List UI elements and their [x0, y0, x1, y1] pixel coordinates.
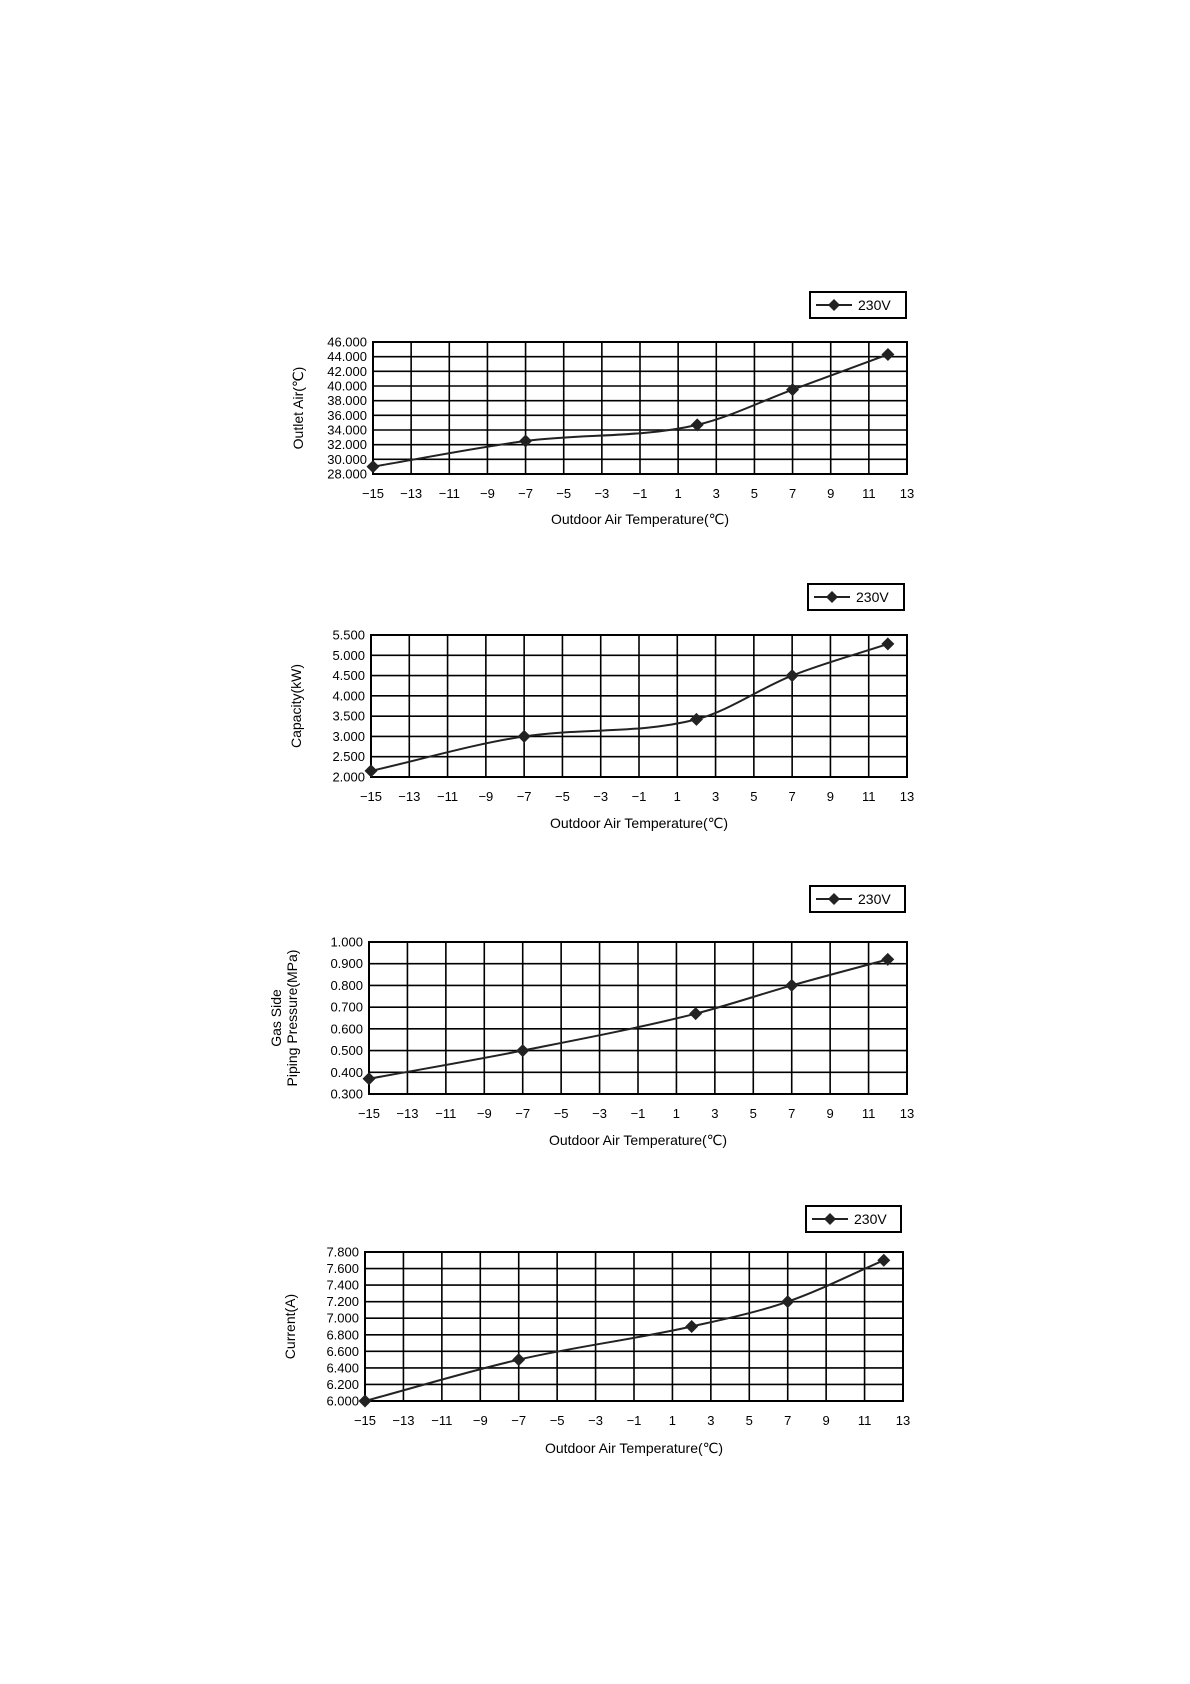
y-tick-label: 0.600	[330, 1021, 363, 1037]
series-line-230V	[365, 1260, 884, 1401]
x-tick-label: −7	[511, 1413, 527, 1428]
x-tick-label: 11	[861, 789, 876, 804]
x-tick-label: −11	[431, 1413, 453, 1428]
y-axis-title: Gas Side	[268, 989, 284, 1047]
outlet-air-chart	[0, 270, 1190, 540]
data-point-marker	[881, 348, 894, 361]
legend	[806, 1206, 901, 1232]
x-tick-label: 1	[672, 1106, 681, 1121]
x-tick-label: 7	[788, 789, 796, 804]
data-point-marker	[516, 1044, 529, 1057]
x-tick-label: −9	[480, 486, 495, 501]
y-tick-label: 6.400	[326, 1360, 359, 1376]
y-tick-label: 44.000	[327, 349, 367, 365]
y-tick-label: 0.700	[330, 999, 363, 1015]
x-tick-label: −5	[553, 1106, 569, 1121]
data-point-marker	[786, 669, 799, 682]
y-tick-label: 4.500	[332, 668, 365, 684]
data-point-marker	[367, 460, 380, 473]
x-tick-label: −3	[594, 486, 610, 501]
data-point-marker	[881, 637, 894, 650]
data-point-marker	[785, 979, 798, 992]
x-tick-label: 3	[711, 789, 720, 804]
y-tick-label: 3.000	[332, 728, 365, 744]
x-axis-title: Outdoor Air Temperature(℃)	[544, 1440, 724, 1456]
y-tick-label: 7.800	[326, 1244, 359, 1260]
x-tick-labels	[360, 789, 914, 804]
y-tick-label: 36.000	[327, 407, 367, 423]
x-tick-label: −9	[472, 1413, 488, 1428]
y-tick-label: 0.500	[330, 1043, 363, 1059]
data-point-marker	[512, 1353, 525, 1366]
x-tick-label: 11	[861, 1106, 876, 1121]
x-tick-label: −5	[556, 486, 572, 501]
x-axis-title: Outdoor Air Temperature(℃)	[550, 511, 730, 527]
x-tick-label: 5	[750, 789, 758, 804]
outlet-air-chart-svg	[0, 270, 1190, 540]
y-tick-label: 32.000	[327, 437, 367, 453]
y-tick-label: 2.500	[332, 749, 365, 765]
y-tick-labels	[326, 1245, 359, 1409]
data-point-marker	[685, 1320, 698, 1333]
x-tick-label: 9	[826, 789, 835, 804]
x-tick-label: 13	[899, 789, 915, 804]
y-tick-label: 7.400	[326, 1277, 359, 1293]
x-tick-label: −5	[549, 1413, 565, 1428]
x-tick-label: −7	[516, 789, 532, 804]
x-tick-label: 5	[749, 1106, 757, 1121]
y-axis-title: Capacity(kW)	[288, 663, 304, 749]
y-axis-title: Piping Pressure(MPa)	[284, 949, 300, 1087]
data-point-marker	[363, 1072, 376, 1085]
data-point-marker	[365, 764, 378, 777]
y-tick-label: 6.000	[326, 1393, 359, 1409]
x-tick-label: −1	[632, 486, 648, 501]
x-tick-label: −1	[626, 1413, 642, 1428]
x-tick-label: −1	[631, 789, 647, 804]
data-point-marker	[359, 1395, 372, 1408]
x-tick-label: −13	[392, 1413, 415, 1428]
y-tick-label: 6.200	[326, 1376, 359, 1392]
grid	[373, 342, 907, 474]
capacity-chart	[0, 580, 1190, 850]
x-tick-label: 13	[895, 1413, 911, 1428]
legend-label: 230V	[858, 891, 891, 907]
x-tick-label: −15	[357, 1106, 381, 1121]
series-line-230V	[371, 644, 888, 771]
data-point-marker	[877, 1254, 890, 1267]
x-tick-label: 3	[711, 1106, 719, 1121]
y-tick-label: 7.000	[326, 1310, 359, 1326]
y-tick-label: 46.000	[327, 334, 367, 350]
legend-label: 230V	[858, 297, 891, 313]
x-tick-label: −11	[437, 789, 459, 804]
x-tick-label: 5	[745, 1413, 753, 1428]
y-tick-label: 3.500	[332, 708, 365, 724]
y-tick-label: 7.200	[326, 1294, 359, 1310]
x-tick-label: 7	[788, 1106, 796, 1121]
x-tick-label: 13	[899, 1106, 915, 1121]
y-tick-labels	[332, 628, 365, 785]
data-point-marker	[689, 1007, 702, 1020]
x-tick-label: −13	[400, 486, 423, 501]
y-axis-title: Current(A)	[282, 1293, 298, 1360]
x-tick-labels	[354, 1413, 910, 1428]
series-line-230V	[369, 959, 888, 1078]
y-axis-title: Outlet Air(℃)	[290, 366, 306, 450]
x-tick-label: −5	[555, 789, 570, 804]
grid	[369, 942, 907, 1094]
x-tick-label: −9	[476, 1106, 492, 1121]
x-tick-label: 3	[712, 486, 720, 501]
x-tick-label: −3	[592, 1106, 607, 1121]
legend	[808, 584, 904, 610]
y-tick-label: 4.000	[332, 688, 365, 704]
y-tick-label: 2.000	[332, 769, 365, 785]
capacity-chart-svg	[0, 580, 1190, 850]
x-tick-label: −3	[593, 789, 609, 804]
x-tick-label: 7	[784, 1413, 792, 1428]
current-chart-svg	[0, 1205, 1190, 1475]
y-tick-label: 0.800	[330, 977, 363, 993]
x-tick-label: −15	[353, 1413, 377, 1428]
current-chart	[0, 1205, 1190, 1475]
legend-label: 230V	[854, 1211, 887, 1227]
legend	[810, 292, 906, 318]
y-tick-label: 34.000	[327, 422, 367, 438]
x-tick-labels	[358, 1106, 914, 1121]
y-tick-label: 7.600	[326, 1261, 359, 1277]
x-tick-label: −3	[588, 1413, 603, 1428]
gas-side-pressure-chart	[0, 885, 1190, 1165]
x-tick-labels	[362, 486, 914, 501]
data-point-marker	[518, 730, 531, 743]
grid	[371, 635, 907, 777]
x-tick-label: −13	[396, 1106, 419, 1121]
x-tick-label: −11	[435, 1106, 457, 1121]
x-tick-label: −11	[438, 486, 460, 501]
y-tick-label: 1.000	[330, 934, 363, 950]
y-tick-label: 5.500	[332, 627, 365, 643]
x-tick-label: 1	[673, 789, 681, 804]
y-tick-label: 0.300	[330, 1086, 363, 1102]
x-tick-label: 13	[899, 486, 915, 501]
x-tick-label: −9	[478, 789, 494, 804]
y-tick-label: 0.400	[330, 1064, 363, 1080]
y-tick-label: 6.600	[326, 1343, 359, 1359]
x-tick-label: 9	[826, 1106, 834, 1121]
x-tick-label: −1	[630, 1106, 646, 1121]
gas-side-pressure-chart-svg	[0, 885, 1190, 1165]
y-tick-label: 42.000	[327, 363, 367, 379]
x-axis-title: Outdoor Air Temperature(℃)	[549, 815, 729, 831]
x-tick-label: −15	[361, 486, 385, 501]
data-point-marker	[519, 435, 532, 448]
data-point-marker	[781, 1295, 794, 1308]
x-tick-label: −15	[359, 789, 383, 804]
x-tick-label: 1	[668, 1413, 677, 1428]
x-tick-label: 11	[857, 1413, 872, 1428]
y-tick-label: 40.000	[327, 378, 367, 394]
x-tick-label: 1	[674, 486, 682, 501]
y-tick-label: 0.900	[330, 956, 363, 972]
x-tick-label: −7	[518, 486, 533, 501]
y-tick-label: 28.000	[327, 466, 367, 482]
legend	[810, 886, 905, 912]
y-tick-label: 6.800	[326, 1327, 359, 1343]
x-axis-title: Outdoor Air Temperature(℃)	[548, 1132, 728, 1148]
x-tick-label: −13	[398, 789, 421, 804]
y-tick-label: 5.000	[332, 647, 365, 663]
y-tick-label: 30.000	[327, 451, 367, 467]
data-point-marker	[690, 713, 703, 726]
y-tick-labels	[330, 935, 363, 1102]
y-tick-label: 38.000	[327, 393, 367, 409]
x-tick-label: −7	[515, 1106, 531, 1121]
x-tick-label: 3	[707, 1413, 715, 1428]
x-tick-label: 9	[822, 1413, 830, 1428]
x-tick-label: 9	[827, 486, 835, 501]
data-point-marker	[786, 383, 799, 396]
x-tick-label: 7	[788, 486, 797, 501]
x-tick-label: 5	[750, 486, 759, 501]
y-tick-labels	[327, 335, 367, 482]
x-tick-label: 11	[862, 486, 876, 501]
legend-label: 230V	[856, 589, 889, 605]
